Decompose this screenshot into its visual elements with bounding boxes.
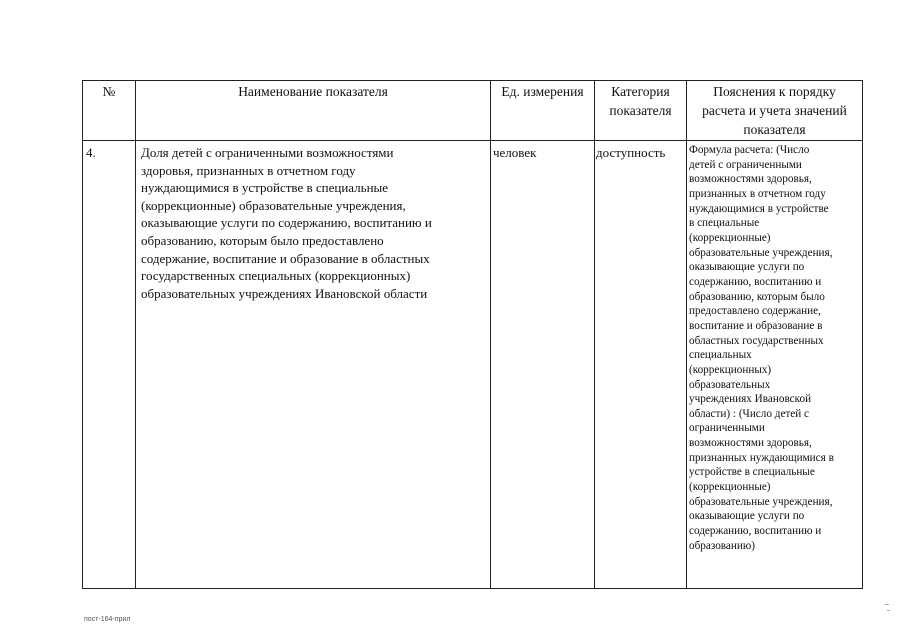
row-unit-text: человек <box>493 145 537 160</box>
row-explanation-line: учреждениях Ивановской <box>689 393 812 406</box>
header-category <box>595 82 686 120</box>
row-explanation-line: оказывающие услуги по <box>689 510 805 523</box>
table-bottom-border <box>82 588 863 589</box>
indicator-table <box>82 80 863 590</box>
row-name-line: Доля детей с ограниченными возможностями <box>141 145 394 160</box>
header-name <box>136 82 490 101</box>
header-explain-line2: расчета и учета значений <box>702 103 847 118</box>
header-explain-line1: Пояснения к порядку <box>713 84 836 99</box>
header-unit-text: Ед. измерения <box>501 84 584 99</box>
column-divider-4 <box>686 80 687 589</box>
row-explanation-line: в специальные <box>689 217 760 230</box>
column-divider-2 <box>490 80 491 589</box>
scan-mark <box>887 610 890 611</box>
row-explanation-line: образовательных <box>689 378 771 391</box>
header-explain-line3: показателя <box>743 122 806 137</box>
row-name-line: образованию, которым было предоставлено <box>141 232 384 248</box>
table-left-border <box>82 80 83 589</box>
row-explanation-line: образовательные учреждения, <box>689 246 833 259</box>
row-category <box>596 144 686 162</box>
row-name <box>141 144 489 302</box>
header-separator <box>82 140 863 141</box>
row-explanation-line: предоставлено содержание, <box>689 305 821 318</box>
row-name-line: здоровья, признанных в отчетном году <box>141 162 356 178</box>
row-explanation-line: (коррекционных) <box>689 363 772 376</box>
row-name-line: содержание, воспитание и образование в областных <box>141 250 430 266</box>
row-explanation-line: оказывающие услуги по <box>689 261 805 274</box>
row-num-text: 4. <box>86 145 96 160</box>
header-explain <box>687 82 862 139</box>
row-explanation-line: образовательные учреждения, <box>689 495 833 508</box>
row-explanation-line: признанных нуждающимися в <box>689 451 834 464</box>
row-explanation-line: образованию) <box>689 539 755 552</box>
header-category-line1: Категория <box>611 84 670 99</box>
row-explanation-line: областных государственных <box>689 334 824 347</box>
row-name-line: (коррекционные) образовательные учреждения, <box>141 197 406 213</box>
row-explanation-line: детей с ограниченными <box>689 158 802 171</box>
row-num <box>86 144 134 162</box>
row-name-line: образовательных учреждениях Ивановской области <box>141 285 428 301</box>
column-divider-1 <box>135 80 136 589</box>
row-explanation-line: устройстве в специальные <box>689 466 815 479</box>
table-top-border <box>82 80 863 81</box>
row-explanation-line: нуждающимися в устройстве <box>689 202 829 215</box>
row-explanation-line: признанных в отчетном году <box>689 187 826 200</box>
row-explanation-line: образованию, которым было <box>689 290 825 303</box>
table-right-border <box>862 80 863 589</box>
row-explanation-line: специальных <box>689 349 752 362</box>
row-explanation-line: воспитание и образование в <box>689 319 823 332</box>
row-explanation-line: области) : (Число детей с <box>689 407 810 420</box>
row-name-line: оказывающие услуги по содержанию, воспитанию и <box>141 215 432 231</box>
header-num <box>83 82 135 101</box>
column-divider-3 <box>594 80 595 589</box>
row-name-line: государственных специальных (коррекционных) <box>141 268 411 284</box>
row-explanation-line: содержанию, воспитанию и <box>689 275 822 288</box>
row-unit <box>493 144 593 162</box>
row-explanation-line: возможностями здоровья, <box>689 437 812 450</box>
row-explanation-line: возможностями здоровья, <box>689 173 812 186</box>
row-explanation-line: (коррекционные) <box>689 481 771 494</box>
row-explanation-line: ограниченными <box>689 422 765 435</box>
scan-mark <box>885 604 889 605</box>
header-name-text: Наименование показателя <box>238 84 388 99</box>
row-explanation <box>689 143 862 553</box>
row-category-text: доступность <box>596 145 666 160</box>
row-name-line: нуждающимися в устройстве в специальные <box>141 180 389 196</box>
header-unit <box>491 82 594 101</box>
footer-filename: пост-164-прил <box>84 616 131 623</box>
row-explanation-line: содержанию, воспитанию и <box>689 525 822 538</box>
header-num-text: № <box>102 84 116 99</box>
row-explanation-line: (коррекционные) <box>689 231 771 244</box>
row-explanation-line: Формула расчета: (Число <box>689 144 810 156</box>
header-category-line2: показателя <box>609 103 672 118</box>
